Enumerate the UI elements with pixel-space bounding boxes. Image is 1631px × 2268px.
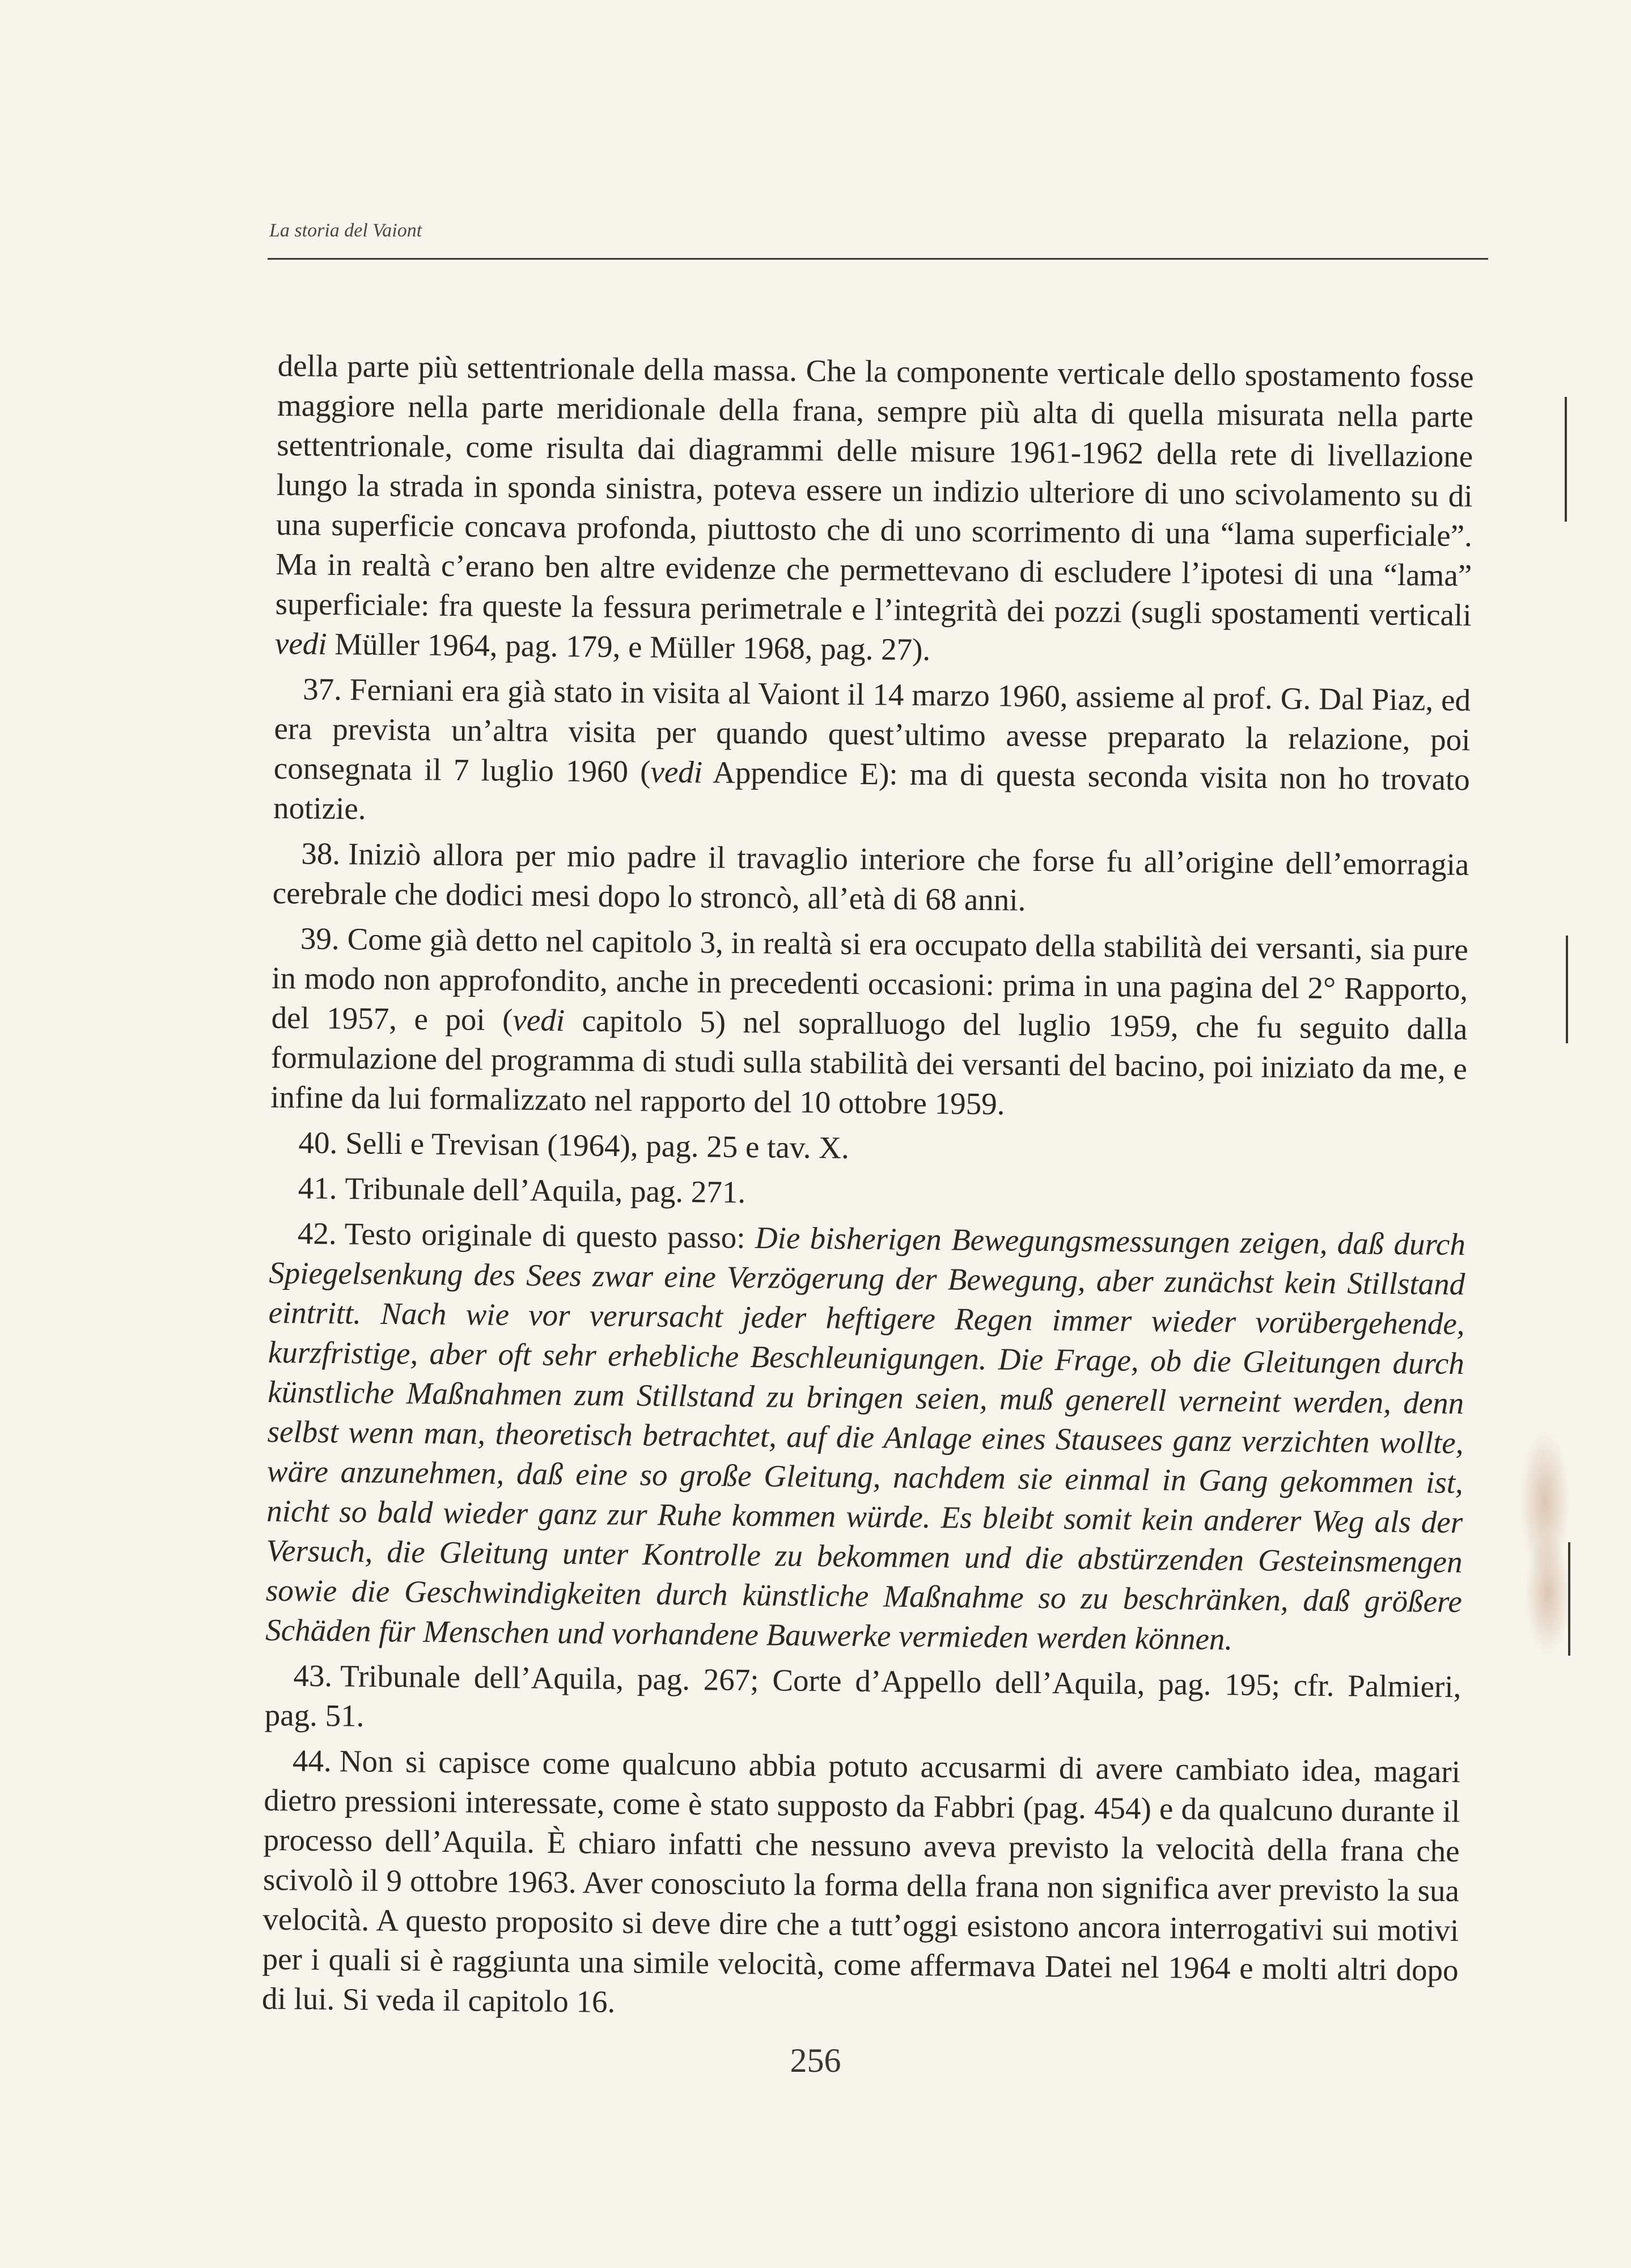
footnote-text: Non si capisce come qualcuno abbia potuto accusarmi di avere cambiato idea, magari dietro pressioni interessate, come è stato supposto da Fabbri (pag. 454) e da qualcuno durante il processo dell’Aquila. È chiaro infatti che nessuno aveva previsto la velocità della frana che scivolò il 9 ottobre 1963. Aver conosciuto la forma della frana non significa aver previsto la sua velocità. A questo proposito si deve dire che a tutt’oggi esistono ancora interrogativi sui motivi per i quali si è raggiunta una simile velocità, come affermava Datei nel 1964 e molti altri dopo di lui. Si veda il capitolo 16. [261, 1744, 1461, 2019]
page-number: 256 [790, 2042, 841, 2079]
footnote-39 [270, 919, 1468, 1128]
footnote-german-quote: Die bisherigen Bewegungsmessungen zeigen, daß durch Spiegelsenkung des Sees zwar eine Verzögerung der Bewegung, aber zunächst kein Stillstand eintritt. Nach wie vor verursacht jeder heftigere Regen immer wieder vorübergehende, kurzfristige, aber oft sehr erhebliche Beschleunigungen. Die Frage, ob die Gleitungen durch künstliche Maßnahmen zum Stillstand zu bringen seien, muß generell verneint werden, denn selbst wenn man, theoretisch betrachtet, auf die Anlage eines Stausees ganz verzichten wollte, wäre anzunehmen, daß eine so große Gleitung, nachdem sie einmal in Gang gekommen ist, nicht so bald wieder ganz zur Ruhe kommen würde. Es bleibt somit kein anderer Weg als der Versuch, die Gleitung unter Kontrolle zu bekommen und die abstürzenden Gesteinsmengen sowie die Geschwindigkeiten durch künstliche Maßnahme so zu beschränken, daß größere Schäden für Menschen und vorhandene Bauwerke vermieden werden können. [265, 1220, 1466, 1657]
footnote-text: Come già detto nel capitolo 3, in realtà si era occupato della stabilità dei versanti, sia pure in modo non approfondito, anche in precedenti occasioni: prima in una pagina del 2° Rapporto, del 1957, e poi ( [271, 921, 1469, 1038]
paragraph-emphasis: vedi [274, 625, 327, 661]
footnote-number: 42. [297, 1216, 337, 1251]
footnote-number: 37. [302, 671, 342, 707]
footnote-text: Tribunale dell’Aquila, pag. 267; Corte d’Appello dell’Aquila, pag. 195; cfr. Palmieri, pag. 51. [264, 1658, 1461, 1733]
footnote-43 [264, 1656, 1461, 1746]
paragraph-text-after: Müller 1964, pag. 179, e Müller 1968, pag. 27). [327, 626, 931, 667]
running-header: La storia del Vaiont [269, 220, 422, 241]
paragraph-text: della parte più settentrionale della massa. Che la componente verticale dello spostamento fosse maggiore nella parte meridionale della frana, sempre più alta di quella misurata nella parte settentrionale, come risulta dai diagrammi delle misure 1961-1962 della rete di livellazione lungo la strada in sponda sinistra, poteva essere un indizio ulteriore di uno scivolamento su di una superficie concava profonda, piuttosto che di uno scorrimento di una “lama superficiale”. Ma in realtà c’erano ben altre evidenze che permettevano di escludere l’ipotesi di una “lama” superficiale: fra queste la fessura perimetrale e l’integrità dei pozzi (sugli spostamenti verticali [275, 348, 1474, 633]
footnote-text: Iniziò allora per mio padre il travaglio interiore che forse fu all’origine dell’emorragia cerebrale che dodici mesi dopo lo stroncò, all’età di 68 anni. [272, 836, 1469, 917]
footnote-41 [269, 1168, 1466, 1219]
footnote-number: 39. [300, 921, 340, 957]
footnote-38 [272, 833, 1469, 924]
footnote-40 [270, 1123, 1467, 1174]
footnote-number: 40. [298, 1125, 338, 1161]
margin-stain [1525, 1531, 1570, 1656]
footnote-42 [265, 1213, 1465, 1661]
footnote-number: 43. [293, 1658, 333, 1694]
footnote-text-after: capitolo 5) nel sopralluogo del luglio 1959, che fu seguito dalla formulazione del programma di studi sulla stabilità dei versanti del bacino, poi iniziato da me, e infine da lui formalizzato nel rapporto del 10 ottobre 1959. [270, 1002, 1468, 1122]
footnote-44 [262, 1741, 1461, 2030]
body-paragraph [275, 346, 1474, 675]
footnote-37 [273, 669, 1471, 839]
header-rule [268, 258, 1488, 260]
footnote-text: Tribunale dell’Aquila, pag. 271. [345, 1171, 746, 1209]
footnote-emphasis: vedi [650, 754, 703, 790]
footnote-text-after: Appendice E): ma di questa seconda visita non ho trovato notizie. [273, 755, 1471, 826]
margin-mark [1566, 936, 1568, 1043]
footnote-text: Selli e Trevisan (1964), pag. 25 e tav. X. [345, 1125, 850, 1165]
footnote-number: 44. [292, 1743, 332, 1779]
footnote-text: Testo originale di questo passo: [344, 1216, 756, 1255]
footnote-number: 38. [301, 836, 341, 871]
margin-mark [1565, 397, 1567, 522]
footnote-text: Ferniani era già stato in visita al Vaiont il 14 marzo 1960, assieme al prof. G. Dal Piaz, ed era prevista un’altra visita per quando quest’ultimo avesse preparato la relazione, poi consegnata il 7 luglio 1960 ( [273, 672, 1471, 789]
page-body [262, 346, 1474, 2036]
footnote-number: 41. [298, 1170, 337, 1206]
footnote-emphasis: vedi [512, 1002, 565, 1038]
